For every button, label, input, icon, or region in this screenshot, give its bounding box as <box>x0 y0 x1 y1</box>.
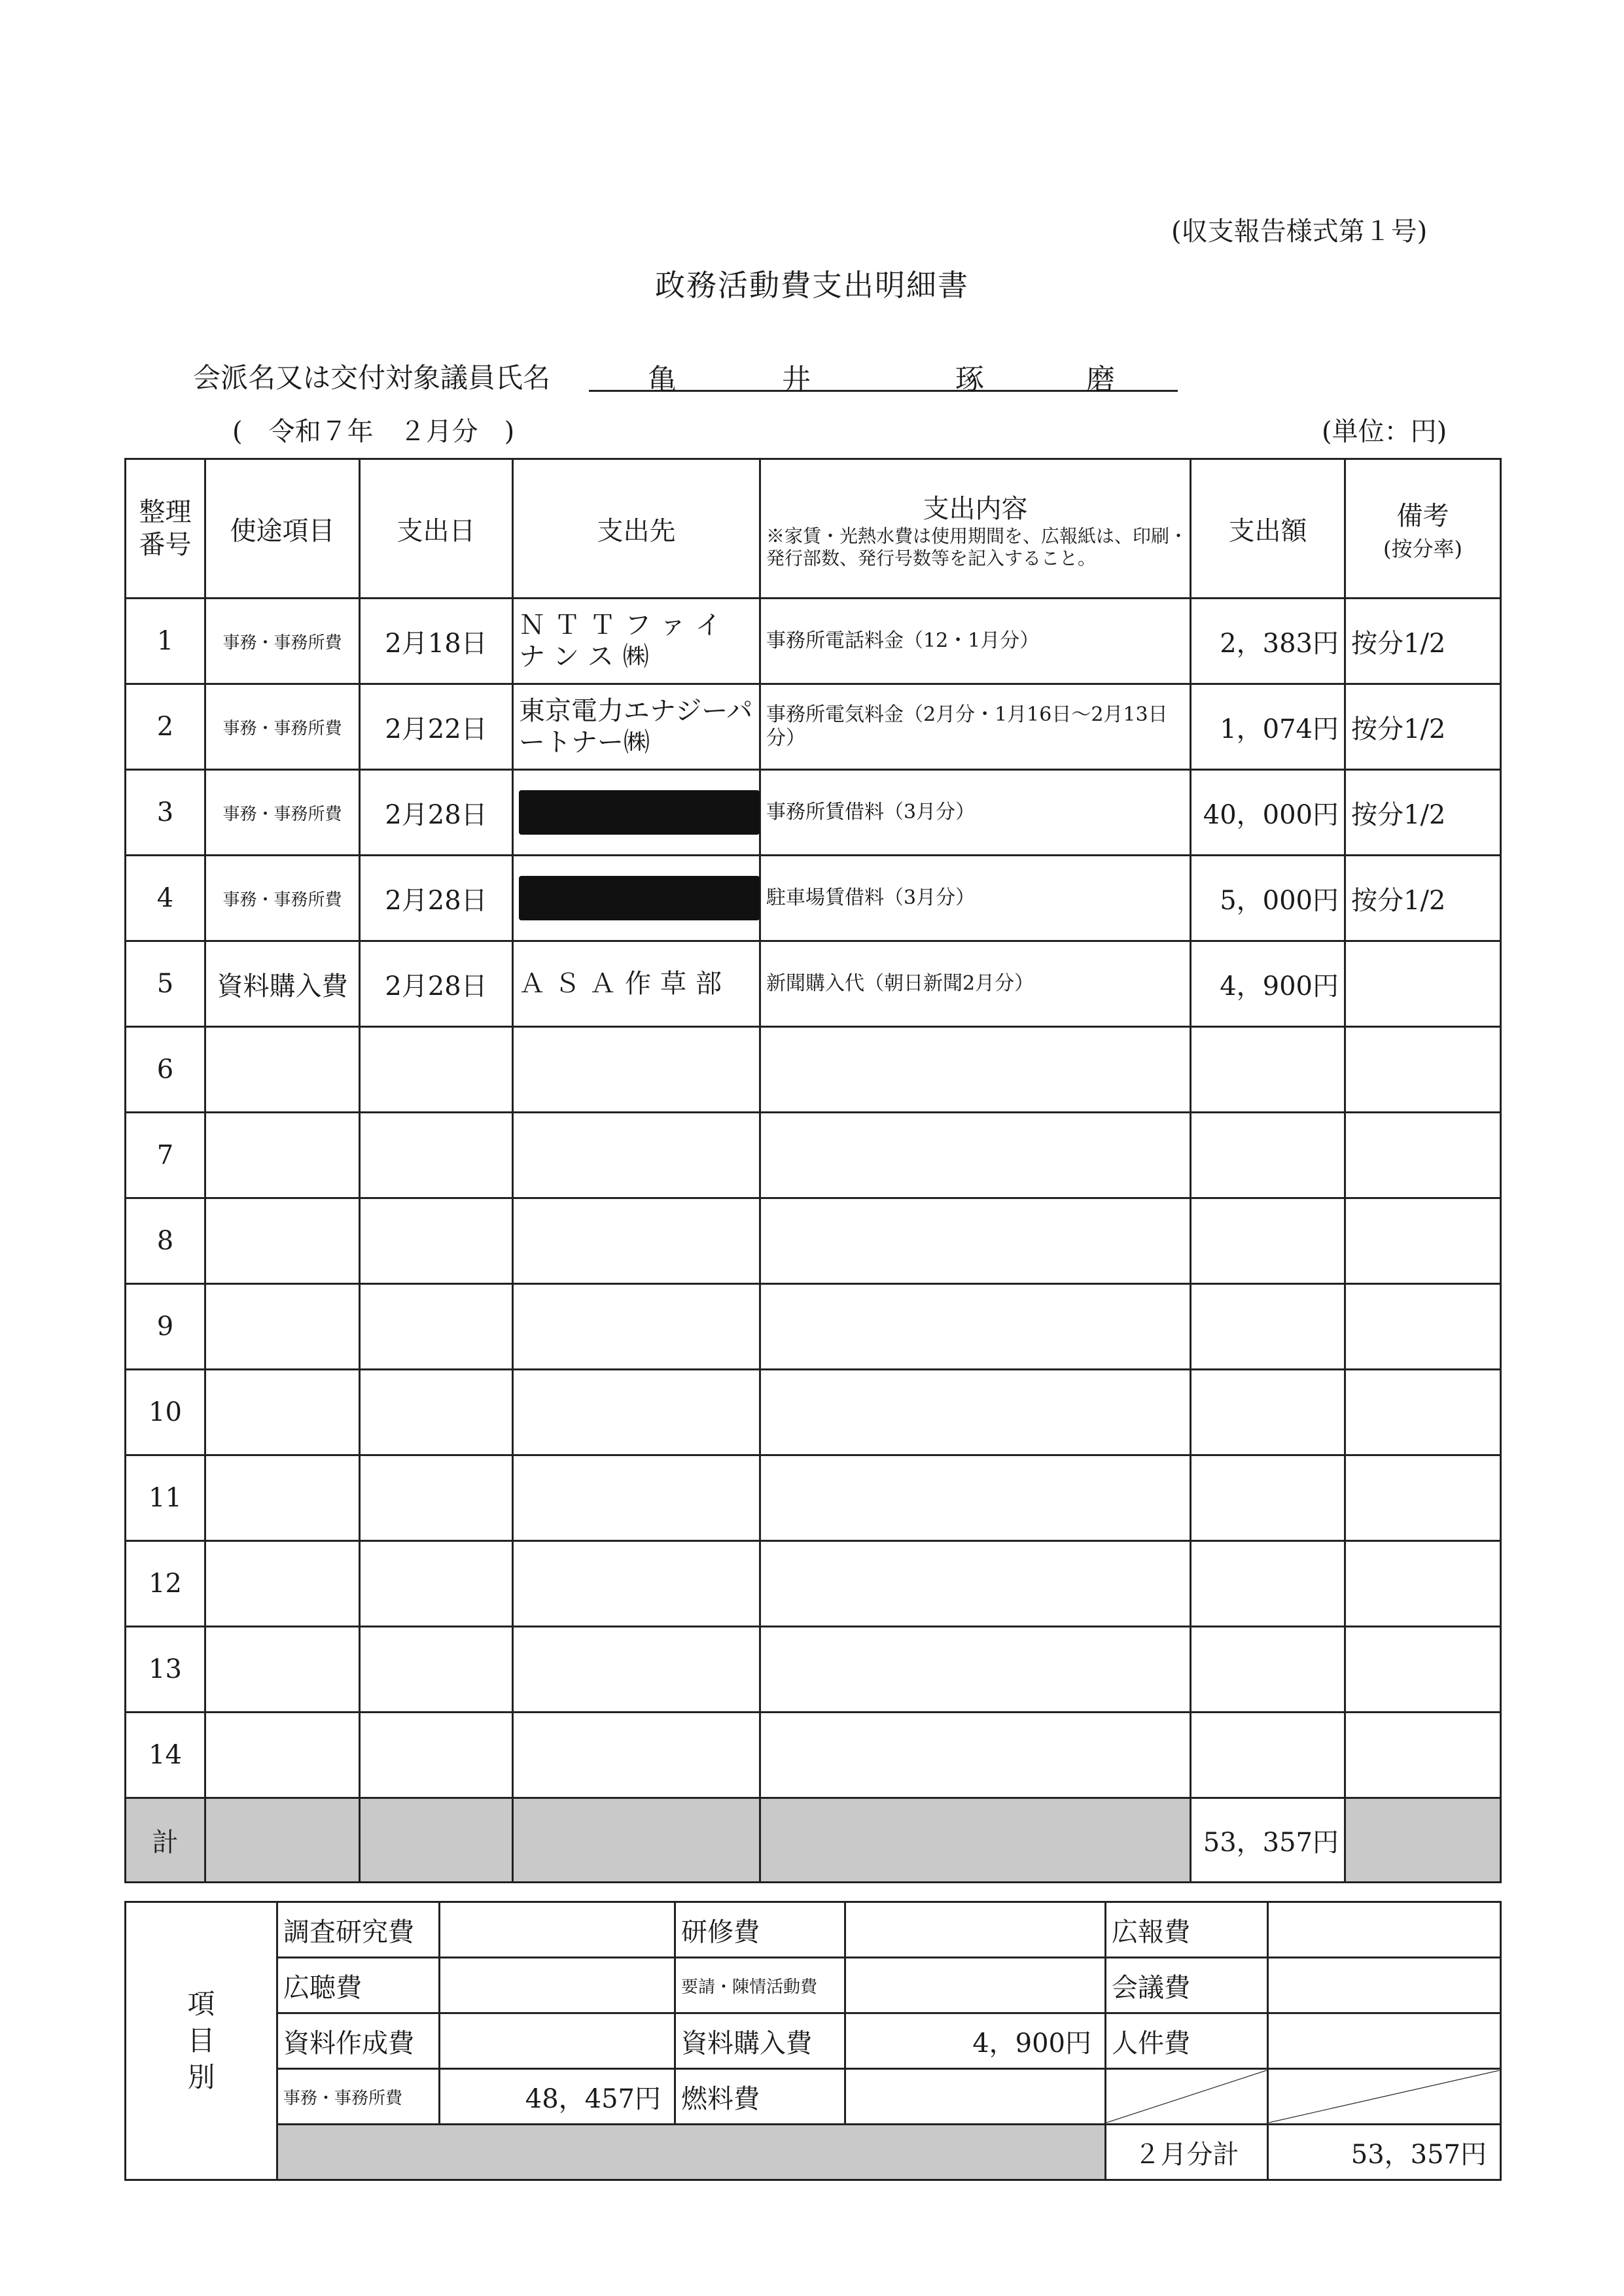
cell-category: 事務・事務所費 <box>205 599 360 684</box>
summary-hearing-value <box>440 1958 675 2013</box>
cell-category <box>205 1284 360 1370</box>
summary-shaded-blank <box>277 2125 1106 2180</box>
summary-pr-value <box>1268 1902 1501 1958</box>
header-no: 整理番号 <box>126 459 205 599</box>
header-remarks-sub: (按分率) <box>1383 536 1462 561</box>
cell-category <box>205 1113 360 1198</box>
cell-no: 1 <box>126 599 205 684</box>
summary-pr-label: 広報費 <box>1106 1902 1268 1958</box>
member-name-char: 琢 <box>955 363 984 396</box>
cell-category <box>205 1455 360 1541</box>
cell-detail <box>760 1627 1191 1713</box>
cell-detail: 駐車場賃借料（3月分） <box>760 856 1191 941</box>
table-row <box>126 1370 1501 1455</box>
report-period: ( 令和７年 ２月分 ) <box>232 417 515 447</box>
cell-amount <box>1191 1198 1345 1284</box>
member-name-char: 磨 <box>1086 363 1115 396</box>
cell-category <box>205 1027 360 1113</box>
cell-category <box>205 1370 360 1455</box>
cell-date: 2月28日 <box>360 770 513 856</box>
cell-date <box>360 1455 513 1541</box>
member-name <box>589 352 1178 396</box>
cell-no: 6 <box>126 1027 205 1113</box>
summary-meeting-value <box>1268 1958 1501 2013</box>
total-blank <box>1345 1798 1501 1883</box>
cell-remarks <box>1345 1027 1501 1113</box>
table-row <box>126 1027 1501 1113</box>
form-number: (収支報告様式第１号) <box>1171 217 1428 247</box>
cell-date <box>360 1198 513 1284</box>
table-row <box>126 1198 1501 1284</box>
summary-training-label: 研修費 <box>675 1902 845 1958</box>
cell-category <box>205 1541 360 1627</box>
header-detail <box>760 459 1191 599</box>
header-detail-title: 支出内容 <box>923 493 1028 524</box>
cell-payee <box>513 1541 760 1627</box>
summary-fuel-value <box>845 2069 1106 2125</box>
month-total-value: 53，357円 <box>1268 2125 1501 2180</box>
cell-remarks <box>1345 1713 1501 1798</box>
cell-payee <box>513 1455 760 1541</box>
cell-category <box>205 1198 360 1284</box>
cell-amount: 40，000円 <box>1191 770 1345 856</box>
total-blank <box>513 1798 760 1883</box>
cell-detail <box>760 1198 1191 1284</box>
table-row <box>126 1284 1501 1370</box>
summary-meeting-label: 会議費 <box>1106 1958 1268 2013</box>
cell-category: 資料購入費 <box>205 941 360 1027</box>
cell-detail <box>760 1455 1191 1541</box>
cell-detail <box>760 1284 1191 1370</box>
cell-no: 11 <box>126 1455 205 1541</box>
summary-training-value <box>845 1902 1106 1958</box>
category-summary-table <box>124 1901 1502 2181</box>
table-row <box>126 1541 1501 1627</box>
cell-no: 3 <box>126 770 205 856</box>
redaction-block <box>519 790 760 835</box>
summary-personnel-value <box>1268 2013 1501 2069</box>
summary-doc-making-label: 資料作成費 <box>277 2013 440 2069</box>
member-name-char: 亀 <box>648 363 677 396</box>
header-amount: 支出額 <box>1191 459 1345 599</box>
header-remarks-title: 備考 <box>1396 500 1449 531</box>
summary-research-label: 調査研究費 <box>277 1902 440 1958</box>
summary-hearing-label: 広聴費 <box>277 1958 440 2013</box>
summary-fuel-label: 燃料費 <box>675 2069 845 2125</box>
member-label: 会派名又は交付対象議員氏名 <box>193 362 551 394</box>
summary-personnel-label: 人件費 <box>1106 2013 1268 2069</box>
summary-petition-label: 要請・陳情活動費 <box>675 1958 845 2013</box>
cell-date <box>360 1113 513 1198</box>
month-total-label: ２月分計 <box>1106 2125 1268 2180</box>
summary-doc-making-value <box>440 2013 675 2069</box>
cell-remarks <box>1345 1370 1501 1455</box>
currency-unit: (単位：円) <box>1322 417 1447 447</box>
cell-amount <box>1191 1713 1345 1798</box>
table-row <box>126 770 1501 856</box>
total-blank <box>760 1798 1191 1883</box>
cell-payee: ＮＴＴファイナンス㈱ <box>513 599 760 684</box>
cell-remarks <box>1345 1627 1501 1713</box>
cell-amount: 2，383円 <box>1191 599 1345 684</box>
table-row <box>126 599 1501 684</box>
cell-amount <box>1191 1113 1345 1198</box>
summary-doc-purchase-value: 4，900円 <box>845 2013 1106 2069</box>
cell-detail: 事務所賃借料（3月分） <box>760 770 1191 856</box>
cell-date <box>360 1713 513 1798</box>
cell-payee <box>513 1198 760 1284</box>
cell-category: 事務・事務所費 <box>205 770 360 856</box>
cell-amount <box>1191 1541 1345 1627</box>
summary-petition-value <box>845 1958 1106 2013</box>
cell-detail: 新聞購入代（朝日新聞2月分） <box>760 941 1191 1027</box>
summary-doc-purchase-label: 資料購入費 <box>675 2013 845 2069</box>
cell-no: 8 <box>126 1198 205 1284</box>
cell-remarks <box>1345 1198 1501 1284</box>
cell-date <box>360 1370 513 1455</box>
table-row <box>126 856 1501 941</box>
cell-payee <box>513 1713 760 1798</box>
cell-detail: 事務所電気料金（2月分・1月16日～2月13日分） <box>760 684 1191 770</box>
cell-amount: 4，900円 <box>1191 941 1345 1027</box>
cell-category: 事務・事務所費 <box>205 856 360 941</box>
table-row <box>126 1713 1501 1798</box>
cell-remarks <box>1345 941 1501 1027</box>
cell-amount <box>1191 1370 1345 1455</box>
summary-research-value <box>440 1902 675 1958</box>
cell-detail <box>760 1370 1191 1455</box>
total-amount: 53，357円 <box>1191 1798 1345 1883</box>
cell-amount: 5，000円 <box>1191 856 1345 941</box>
cell-category <box>205 1627 360 1713</box>
cell-no: 4 <box>126 856 205 941</box>
cell-date <box>360 1284 513 1370</box>
cell-date <box>360 1627 513 1713</box>
cell-no: 14 <box>126 1713 205 1798</box>
cell-payee <box>513 1370 760 1455</box>
cell-amount: 1，074円 <box>1191 684 1345 770</box>
cell-amount <box>1191 1627 1345 1713</box>
header-payee: 支出先 <box>513 459 760 599</box>
cell-detail <box>760 1541 1191 1627</box>
cell-remarks: 按分1/2 <box>1345 599 1501 684</box>
diagonal-blank-cell <box>1106 2069 1268 2125</box>
summary-side-label: 項目別 <box>126 1902 277 2180</box>
cell-remarks <box>1345 1455 1501 1541</box>
cell-no: 10 <box>126 1370 205 1455</box>
cell-payee-redacted <box>513 856 760 941</box>
cell-date: 2月18日 <box>360 599 513 684</box>
diagonal-blank-cell <box>1268 2069 1501 2125</box>
cell-remarks: 按分1/2 <box>1345 770 1501 856</box>
cell-detail <box>760 1113 1191 1198</box>
total-blank <box>360 1798 513 1883</box>
total-label: 計 <box>126 1798 205 1883</box>
table-row <box>126 1113 1501 1198</box>
cell-no: 2 <box>126 684 205 770</box>
summary-office-label: 事務・事務所費 <box>277 2069 440 2125</box>
cell-date <box>360 1027 513 1113</box>
cell-no: 13 <box>126 1627 205 1713</box>
cell-date <box>360 1541 513 1627</box>
cell-no: 12 <box>126 1541 205 1627</box>
cell-no: 7 <box>126 1113 205 1198</box>
cell-payee: 東京電力エナジーパートナー㈱ <box>513 684 760 770</box>
cell-payee: ＡＳＡ作草部 <box>513 941 760 1027</box>
cell-remarks: 按分1/2 <box>1345 684 1501 770</box>
header-detail-note: ※家賃・光熱水費は使用期間を、広報紙は、印刷・発行部数、発行号数等を記入すること。 <box>766 525 1188 569</box>
cell-remarks <box>1345 1113 1501 1198</box>
header-date: 支出日 <box>360 459 513 599</box>
expense-table <box>124 458 1502 1883</box>
table-row <box>126 684 1501 770</box>
cell-detail: 事務所電話料金（12・1月分） <box>760 599 1191 684</box>
cell-payee <box>513 1284 760 1370</box>
cell-date: 2月28日 <box>360 856 513 941</box>
total-row <box>126 1798 1501 1883</box>
cell-amount <box>1191 1455 1345 1541</box>
cell-payee <box>513 1027 760 1113</box>
cell-remarks <box>1345 1541 1501 1627</box>
cell-detail <box>760 1713 1191 1798</box>
cell-date: 2月22日 <box>360 684 513 770</box>
cell-amount <box>1191 1284 1345 1370</box>
cell-date: 2月28日 <box>360 941 513 1027</box>
cell-category: 事務・事務所費 <box>205 684 360 770</box>
header-remarks <box>1345 459 1501 599</box>
header-category: 使途項目 <box>205 459 360 599</box>
cell-remarks: 按分1/2 <box>1345 856 1501 941</box>
table-row <box>126 1627 1501 1713</box>
table-header-row <box>126 459 1501 599</box>
cell-no: 5 <box>126 941 205 1027</box>
member-name-char: 井 <box>782 363 811 396</box>
cell-payee-redacted <box>513 770 760 856</box>
cell-amount <box>1191 1027 1345 1113</box>
redaction-block <box>519 876 760 920</box>
table-row <box>126 1455 1501 1541</box>
table-row <box>126 941 1501 1027</box>
summary-office-value: 48，457円 <box>440 2069 675 2125</box>
cell-category <box>205 1713 360 1798</box>
cell-no: 9 <box>126 1284 205 1370</box>
cell-payee <box>513 1113 760 1198</box>
document-title: 政務活動費支出明細書 <box>655 268 969 303</box>
cell-detail <box>760 1027 1191 1113</box>
cell-remarks <box>1345 1284 1501 1370</box>
cell-payee <box>513 1627 760 1713</box>
total-blank <box>205 1798 360 1883</box>
